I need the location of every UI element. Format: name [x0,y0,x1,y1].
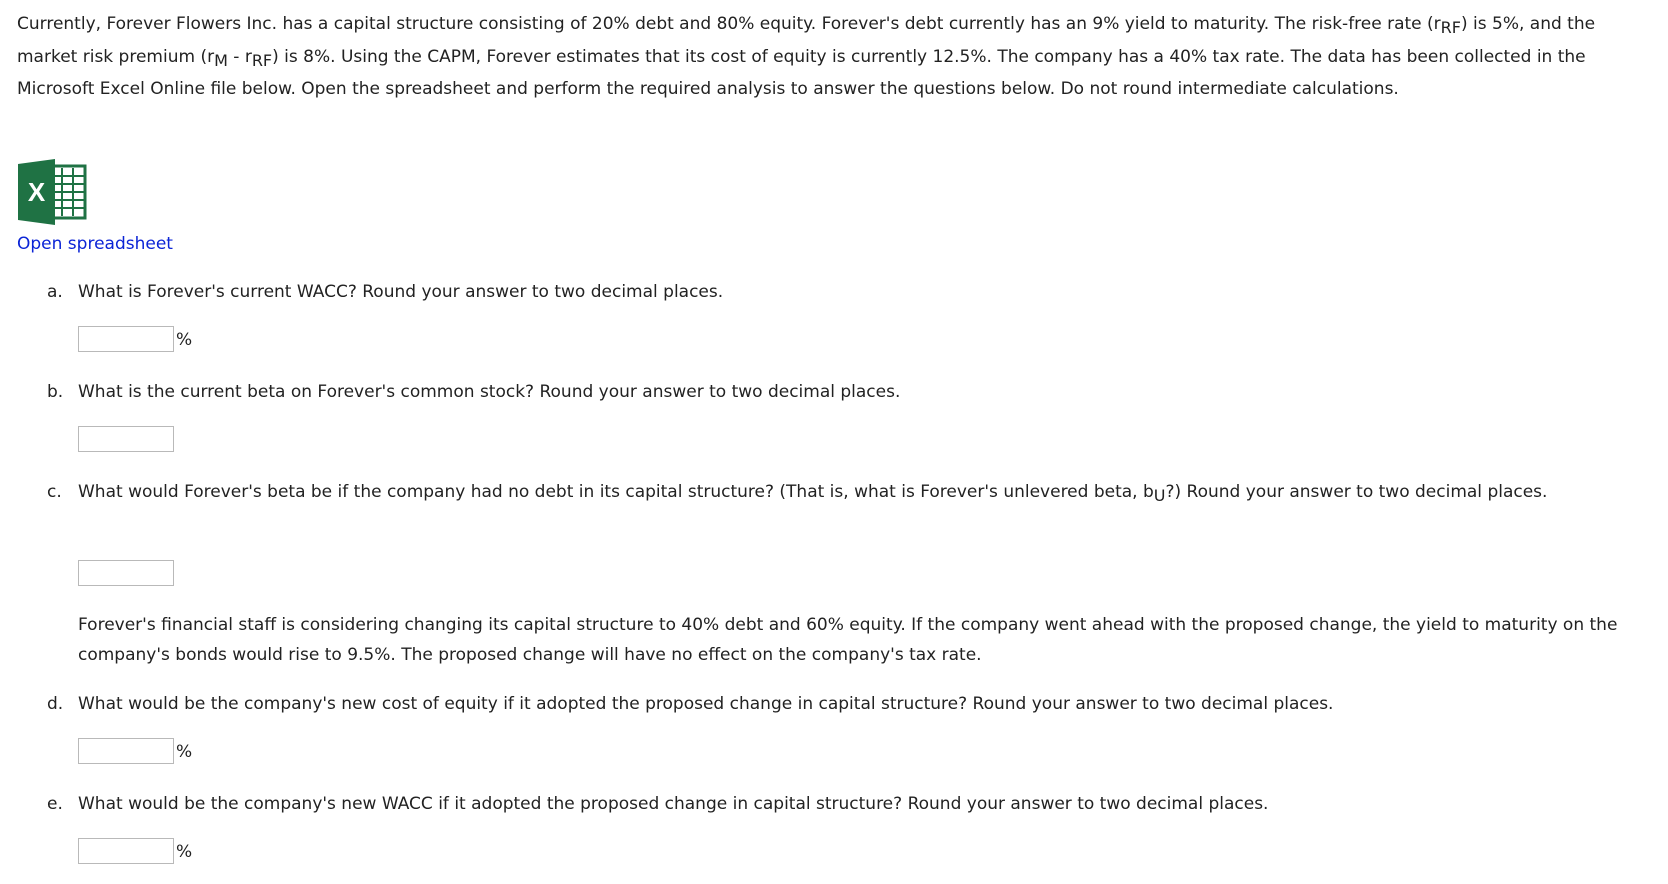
intro-part-2: ) is 5%, and the market risk premium (r [17,14,1596,67]
question-b-text: What is the current beta on Forever's common stock? Round your answer to two decimal places. [78,382,901,402]
answer-d-unit: % [176,742,193,762]
answer-e-unit: % [176,842,193,862]
intro-part-4: ) is 8%. Using the CAPM, Forever estimates that its cost of equity is currently 12.5%. The company has a 40% tax rate. The data has been collected in the Microsoft Excel Online file below. Open the spreadsheet and perform the required analysis to answer the questions below. Do not round intermediate calculations. [17,46,1586,99]
intro-sub-rf: RF [1440,18,1461,37]
intro-part-1: Currently, Forever Flowers Inc. has a capital structure consisting of 20% debt and 80% equity. Forever's debt currently has an 9% yield to maturity. The risk-free rate (r [17,14,1441,34]
answer-d-input[interactable] [78,738,174,764]
question-c-letter: c. [47,482,62,502]
question-a-text: What is Forever's current WACC? Round your answer to two decimal places. [78,282,724,302]
question-d-letter: d. [47,694,64,714]
answer-a-unit: % [176,330,193,350]
question-d-text: What would be the company's new cost of equity if it adopted the proposed change in capital structure? Round your answer to two decimal places. [78,694,1334,714]
question-a-letter: a. [47,282,63,302]
intro-part-3: - r [227,46,252,67]
question-c-sub-u: U [1153,486,1166,505]
excel-icon[interactable] [18,159,90,225]
answer-c-input[interactable] [78,560,174,586]
open-spreadsheet-link[interactable]: Open spreadsheet [17,234,173,254]
answer-a-input[interactable] [78,326,174,352]
question-c-text-pre: What would Forever's beta be if the company had no debt in its capital structure? (That is, what is Forever's unlevered beta, b [78,482,1154,502]
question-e-text: What would be the company's new WACC if it adopted the proposed change in capital structure? Round your answer to two decimal places. [78,794,1269,814]
capital-structure-note: Forever's financial staff is considering changing its capital structure to 40% debt and 60% equity. If the company went ahead with the proposed change, the yield to maturity on the company's bonds would rise to 9.5%. The proposed change will have no effect on the company's tax rate. [78,615,1618,665]
question-c-text [78,476,1658,508]
answer-e-input[interactable] [78,838,174,864]
question-e-letter: e. [47,794,63,814]
excel-icon-letter: X [27,177,46,207]
intro-sub-m: M [214,50,228,70]
answer-b-input[interactable] [78,426,174,452]
intro-sub-rf-2: RF [251,50,273,70]
question-b-letter: b. [47,382,64,402]
problem-intro [17,8,1657,106]
question-c-text-post: ?) Round your answer to two decimal places. [1165,482,1548,502]
